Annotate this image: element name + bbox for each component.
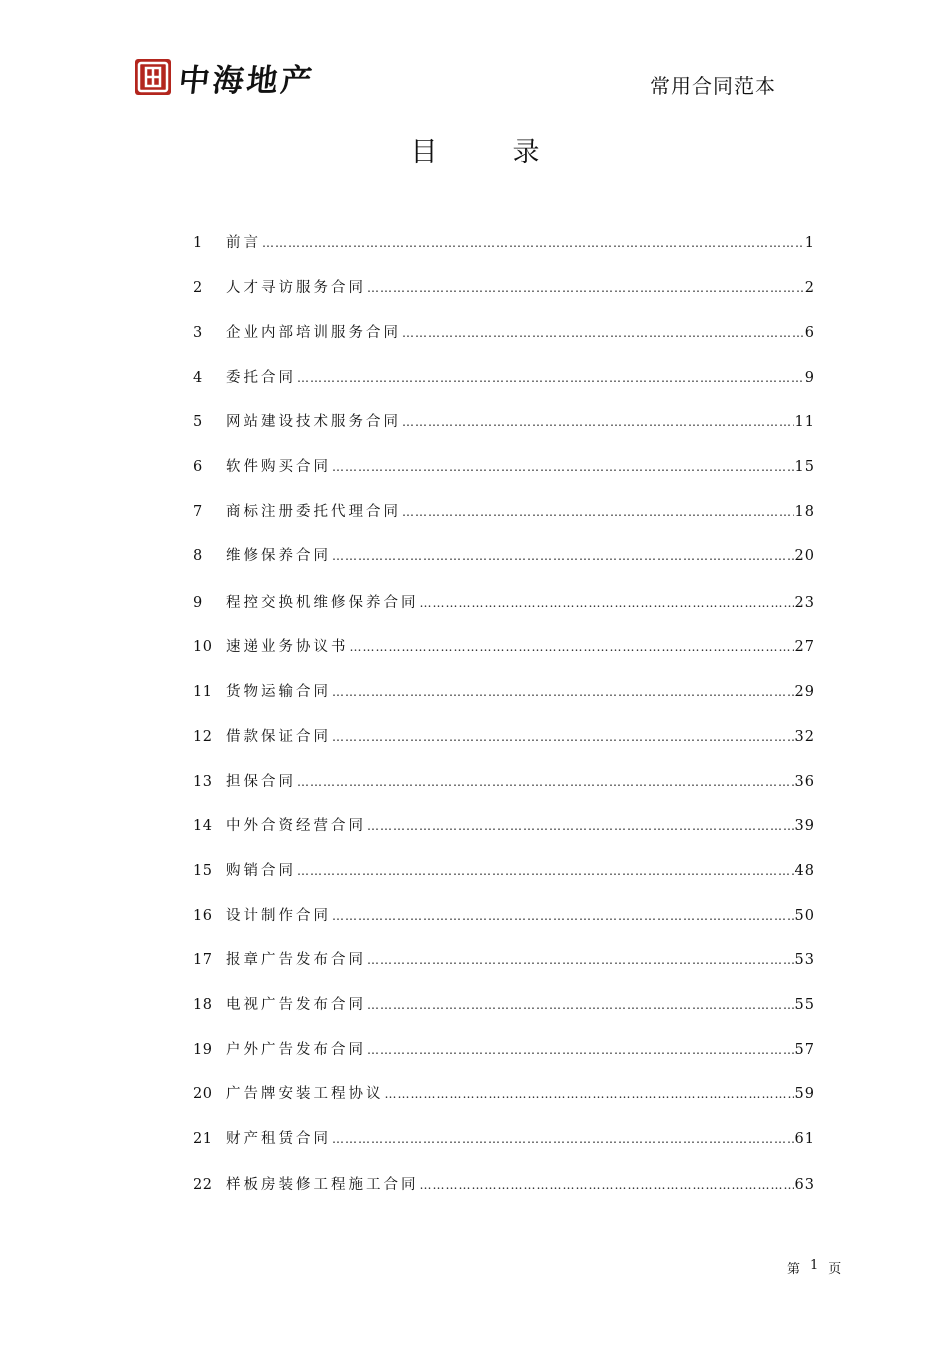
toc-entry-page: 6 xyxy=(804,325,815,341)
toc-entry-page: 1 xyxy=(804,235,815,251)
toc-leader-dots xyxy=(367,953,794,967)
toc-leader-dots xyxy=(332,549,794,563)
toc-entry-page: 20 xyxy=(794,548,815,564)
toc-entry-title: 网站建设技术服务合同 xyxy=(226,414,401,430)
toc-entry-title: 财产租赁合同 xyxy=(226,1131,331,1147)
toc-entry[interactable] xyxy=(193,814,815,836)
toc-leader-dots xyxy=(332,730,794,744)
toc-entry[interactable] xyxy=(193,993,815,1015)
toc-entry[interactable] xyxy=(193,859,815,881)
toc-entry[interactable] xyxy=(193,948,815,970)
toc-entry[interactable] xyxy=(193,770,815,792)
toc-entry-title: 样板房装修工程施工合同 xyxy=(226,1177,419,1193)
toc-leader-dots xyxy=(385,1087,794,1101)
toc-entry[interactable] xyxy=(193,455,815,477)
toc-entry-title: 购销合同 xyxy=(226,863,296,879)
toc-leader-dots xyxy=(332,1132,794,1146)
toc-entry[interactable] xyxy=(193,410,815,432)
toc-entry-page: 55 xyxy=(794,997,815,1013)
toc-entry-title: 担保合同 xyxy=(226,774,296,790)
toc-entry-page: 32 xyxy=(794,729,815,745)
toc-entry-number: 15 xyxy=(193,863,213,879)
toc-leader-dots xyxy=(367,819,794,833)
toc-entry[interactable] xyxy=(193,1127,815,1149)
toc-leader-dots xyxy=(332,909,794,923)
toc-entry-number: 20 xyxy=(193,1086,213,1102)
toc-leader-dots xyxy=(402,415,794,429)
toc-leader-dots xyxy=(367,1043,794,1057)
toc-entry-page: 9 xyxy=(804,370,815,386)
toc-leader-dots xyxy=(262,236,804,250)
toc-entry[interactable] xyxy=(193,366,815,388)
toc-entry-title: 广告牌安装工程协议 xyxy=(226,1086,384,1102)
toc-entry[interactable] xyxy=(193,680,815,702)
footer-suffix: 页 xyxy=(828,1262,842,1277)
toc-leader-dots xyxy=(332,460,794,474)
toc-entry-number: 5 xyxy=(193,414,203,430)
toc-entry-title: 前言 xyxy=(226,235,261,251)
toc-entry-page: 59 xyxy=(794,1086,815,1102)
toc-entry-number: 3 xyxy=(193,325,203,341)
toc-entry-number: 11 xyxy=(193,684,213,700)
toc-entry-number: 1 xyxy=(193,235,203,251)
toc-entry-title: 维修保养合同 xyxy=(226,548,331,564)
page-footer xyxy=(787,1258,841,1277)
toc-leader-dots xyxy=(420,596,794,610)
toc-entry-number: 6 xyxy=(193,459,203,475)
toc-entry-page: 57 xyxy=(794,1042,815,1058)
toc-entry-title: 软件购买合同 xyxy=(226,459,331,475)
toc-entry-page: 18 xyxy=(794,504,815,520)
toc-entry-title: 人才寻访服务合同 xyxy=(226,280,366,296)
toc-entry[interactable] xyxy=(193,1173,815,1195)
toc-entry-page: 36 xyxy=(794,774,815,790)
page-title xyxy=(0,130,950,169)
toc-entry-title: 中外合资经营合同 xyxy=(226,818,366,834)
toc-entry[interactable] xyxy=(193,1082,815,1104)
toc-entry[interactable] xyxy=(193,544,815,566)
toc-leader-dots xyxy=(332,685,794,699)
title-char-1: 目 xyxy=(410,137,438,168)
toc-entry-page: 27 xyxy=(794,639,815,655)
toc-entry-number: 2 xyxy=(193,280,203,296)
toc-entry[interactable] xyxy=(193,591,815,613)
toc-entry[interactable] xyxy=(193,635,815,657)
toc-entry-number: 7 xyxy=(193,504,203,520)
toc-entry-page: 53 xyxy=(794,952,815,968)
toc-entry-title: 委托合同 xyxy=(226,370,296,386)
toc-entry-number: 17 xyxy=(193,952,213,968)
toc-entry[interactable] xyxy=(193,276,815,298)
toc-entry-title: 户外广告发布合同 xyxy=(226,1042,366,1058)
toc-entry-page: 48 xyxy=(794,863,815,879)
toc-leader-dots xyxy=(420,1178,794,1192)
toc-entry-number: 9 xyxy=(193,595,203,611)
toc-entry-title: 设计制作合同 xyxy=(226,908,331,924)
toc-leader-dots xyxy=(402,326,804,340)
toc-entry-number: 22 xyxy=(193,1177,213,1193)
toc-leader-dots xyxy=(350,640,794,654)
footer-prefix: 第 xyxy=(787,1262,801,1277)
toc-leader-dots xyxy=(297,775,794,789)
toc-entry-page: 2 xyxy=(804,280,815,296)
toc-entry-page: 61 xyxy=(794,1131,815,1147)
toc-leader-dots xyxy=(297,864,794,878)
logo-wordmark: 中海地产 xyxy=(176,62,317,99)
toc-entry-title: 商标注册委托代理合同 xyxy=(226,504,401,520)
toc-entry-number: 12 xyxy=(193,729,213,745)
toc-entry-title: 报章广告发布合同 xyxy=(226,952,366,968)
toc-entry-page: 63 xyxy=(794,1177,815,1193)
toc-entry-title: 电视广告发布合同 xyxy=(226,997,366,1013)
toc-entry-number: 21 xyxy=(193,1131,213,1147)
toc-entry[interactable] xyxy=(193,1038,815,1060)
toc-entry-number: 8 xyxy=(193,548,203,564)
toc-entry-title: 速递业务协议书 xyxy=(226,639,349,655)
toc-entry-page: 50 xyxy=(794,908,815,924)
logo-emblem-icon xyxy=(135,59,171,95)
toc-entry-number: 13 xyxy=(193,774,213,790)
toc-entry-number: 16 xyxy=(193,908,213,924)
toc-entry[interactable] xyxy=(193,904,815,926)
toc-entry-title: 程控交换机维修保养合同 xyxy=(226,595,419,611)
toc-entry-page: 39 xyxy=(794,818,815,834)
toc-leader-dots xyxy=(367,998,794,1012)
footer-page-number: 1 xyxy=(810,1258,819,1273)
title-char-2: 录 xyxy=(512,137,540,168)
toc-entry-number: 14 xyxy=(193,818,213,834)
toc-entry-title: 借款保证合同 xyxy=(226,729,331,745)
company-logo xyxy=(135,58,317,99)
toc-entry-page: 29 xyxy=(794,684,815,700)
toc-entry-page: 11 xyxy=(794,414,815,430)
toc-entry[interactable] xyxy=(193,500,815,522)
toc-leader-dots xyxy=(402,505,794,519)
toc-entry[interactable] xyxy=(193,725,815,747)
toc-leader-dots xyxy=(297,371,804,385)
toc-entry-title: 货物运输合同 xyxy=(226,684,331,700)
toc-entry-number: 18 xyxy=(193,997,213,1013)
toc-entry-number: 4 xyxy=(193,370,203,386)
toc-entry-number: 19 xyxy=(193,1042,213,1058)
toc-entry-number: 10 xyxy=(193,639,213,655)
document-category: 常用合同范本 xyxy=(650,74,776,98)
toc-entry[interactable] xyxy=(193,321,815,343)
toc-leader-dots xyxy=(367,281,804,295)
toc-entry-title: 企业内部培训服务合同 xyxy=(226,325,401,341)
toc-entry[interactable] xyxy=(193,231,815,253)
toc-entry-page: 23 xyxy=(794,595,815,611)
toc-entry-page: 15 xyxy=(794,459,815,475)
